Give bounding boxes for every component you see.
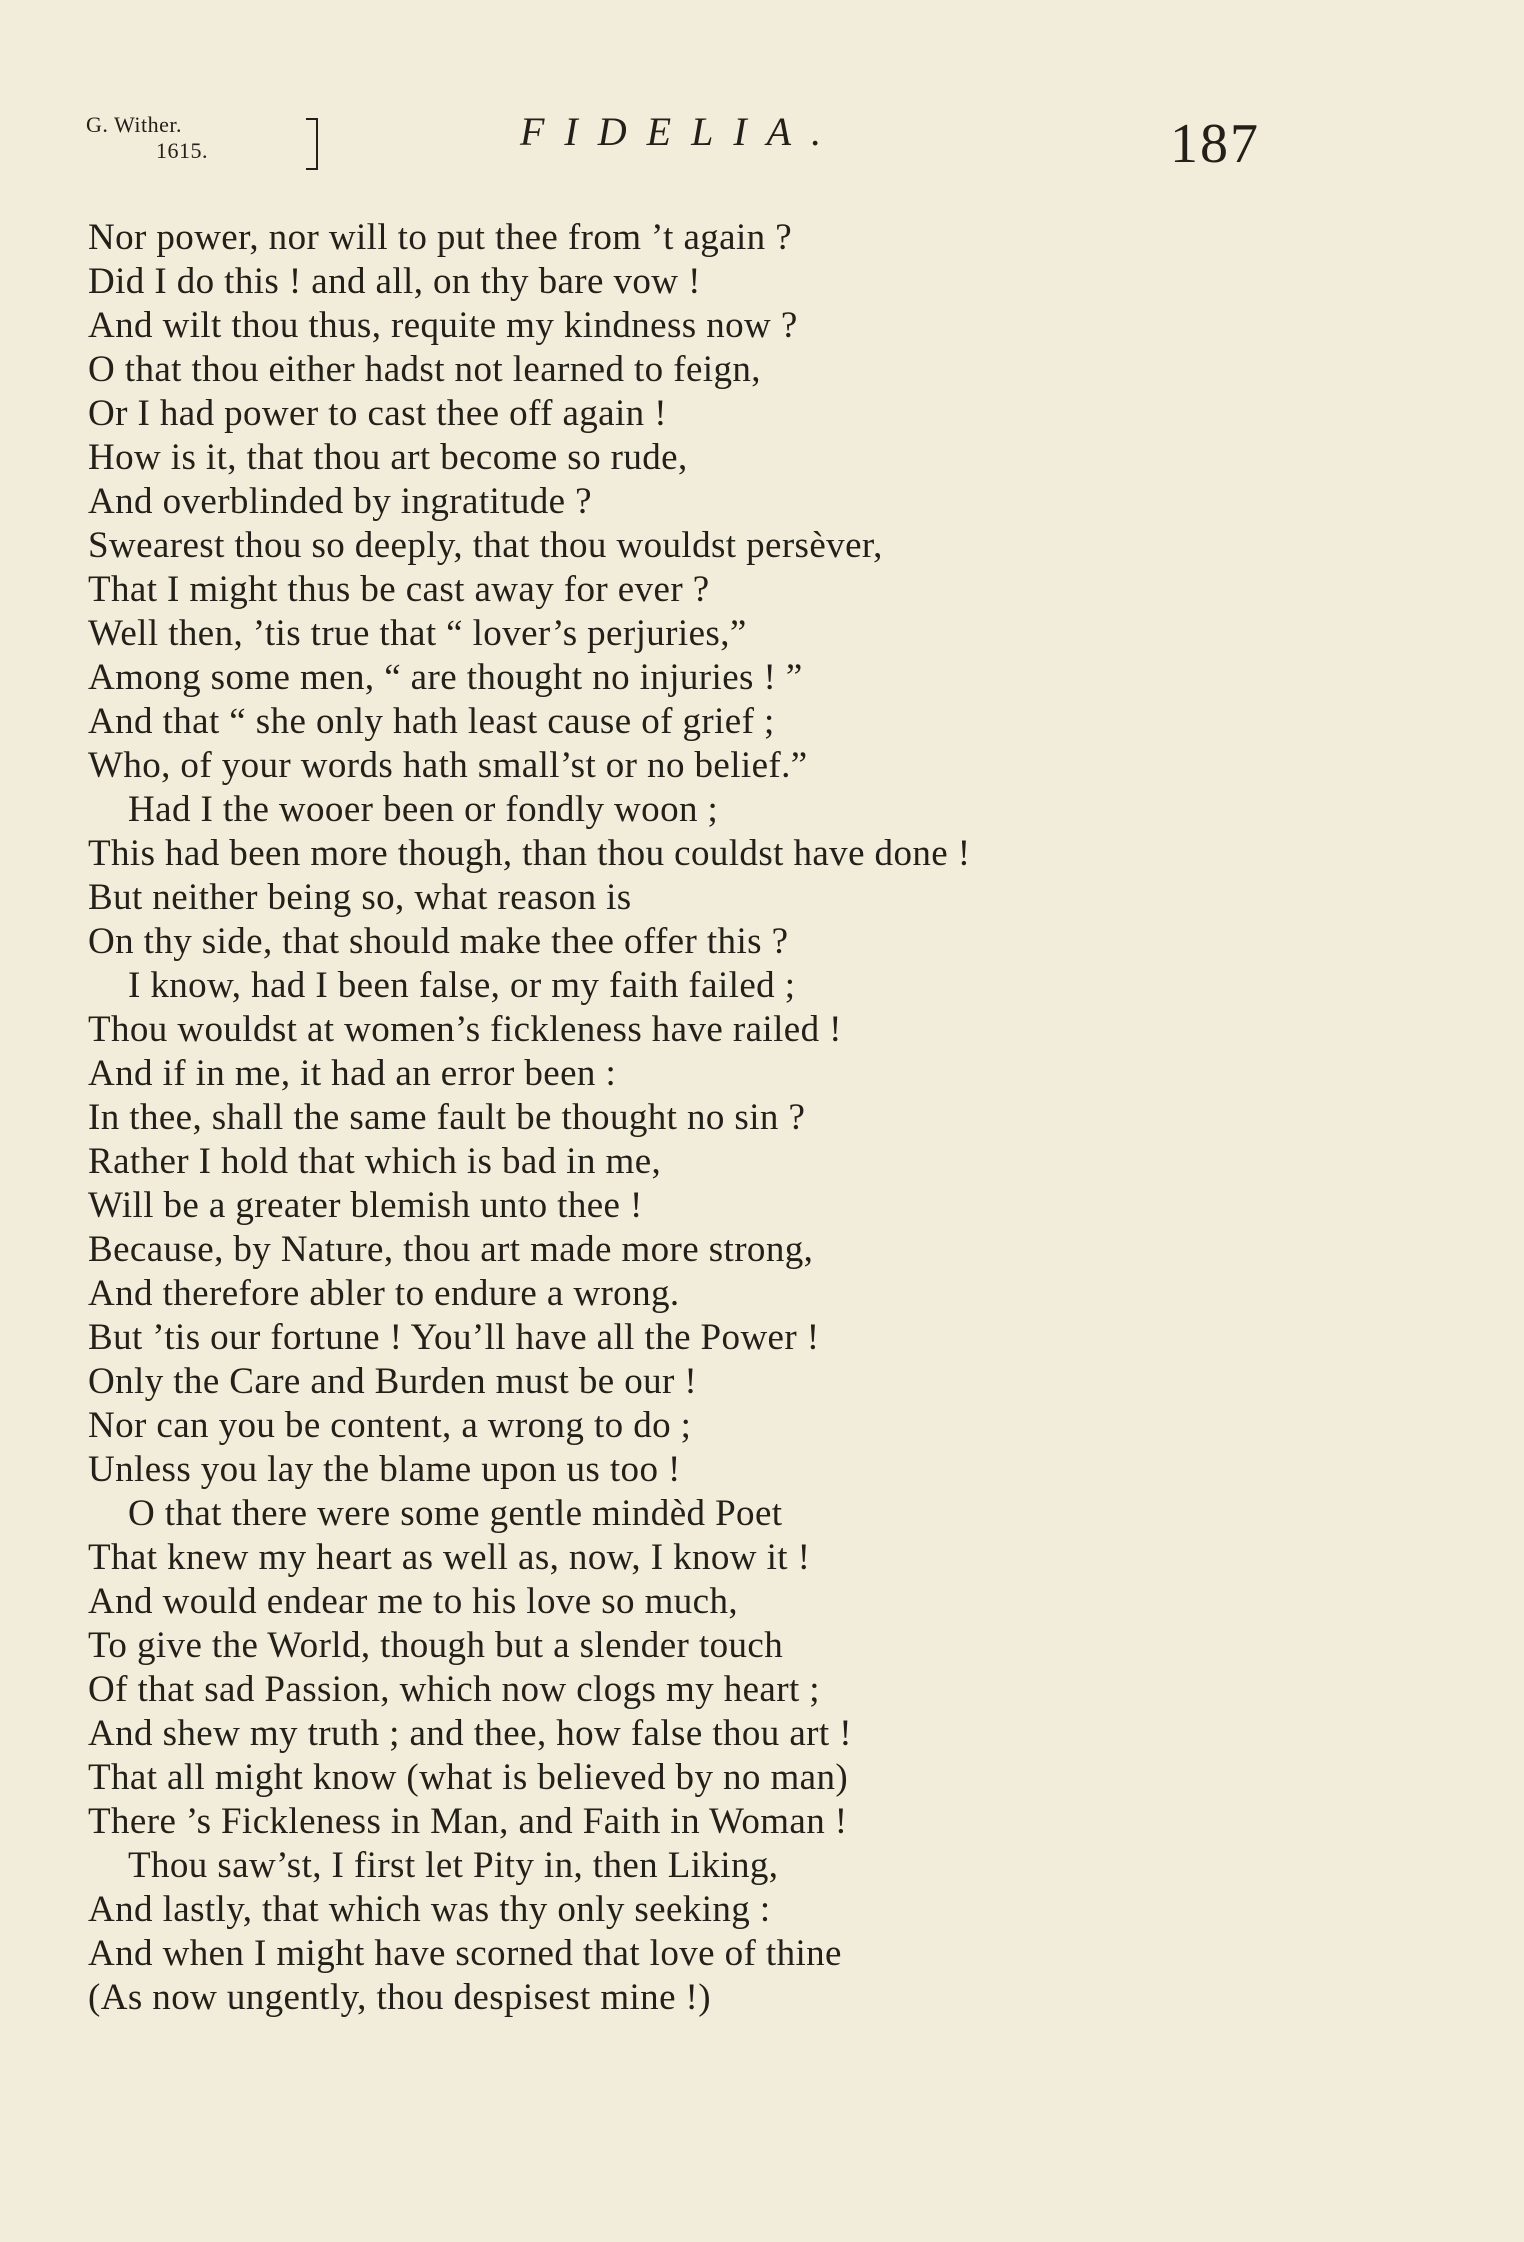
poem-line: Did I do this ! and all, on thy bare vow ! — [88, 261, 701, 302]
poem-line: That all might know (what is believed by no man) — [88, 1757, 849, 1798]
poem-line: Had I the wooer been or fondly woon ; — [128, 789, 719, 830]
author-name: G. Wither. — [86, 112, 182, 137]
poem-line: To give the World, though but a slender touch — [88, 1625, 784, 1666]
poem-line: O that there were some gentle mindèd Poet — [128, 1493, 783, 1534]
poem-line: (As now ungently, thou despisest mine !) — [88, 1977, 711, 2018]
poem-line: Nor power, nor will to put thee from ’t again ? — [88, 217, 793, 258]
poem-line: And would endear me to his love so much, — [88, 1581, 739, 1622]
poem-line: Well then, ’tis true that “ lover’s perjuries,” — [88, 613, 747, 654]
poem-line: Swearest thou so deeply, that thou wouldst persèver, — [88, 525, 883, 566]
page-number: 187 — [1170, 113, 1260, 175]
bracket-mark — [306, 118, 318, 170]
publication-year: 1615. — [156, 138, 208, 163]
poem-line: And lastly, that which was thy only seeking : — [88, 1889, 771, 1930]
poem-line: Nor can you be content, a wrong to do ; — [88, 1405, 692, 1446]
poem-line: And that “ she only hath least cause of grief ; — [88, 701, 775, 742]
poem-line: Because, by Nature, thou art made more strong, — [88, 1229, 814, 1270]
poem-line: And shew my truth ; and thee, how false thou art ! — [88, 1713, 852, 1754]
poem-line: Among some men, “ are thought no injuries ! ” — [88, 657, 803, 698]
poem-line: There ’s Fickleness in Man, and Faith in Woman ! — [88, 1801, 848, 1842]
poem-line: O that thou either hadst not learned to feign, — [88, 349, 761, 390]
poem-line: Of that sad Passion, which now clogs my heart ; — [88, 1669, 820, 1710]
poem-line: How is it, that thou art become so rude, — [88, 437, 688, 478]
poem-line: Thou saw’st, I first let Pity in, then Liking, — [128, 1845, 779, 1886]
running-title: FIDELIA. — [520, 109, 842, 154]
poem-line: Or I had power to cast thee off again ! — [88, 393, 667, 434]
poem-line: On thy side, that should make thee offer this ? — [88, 921, 789, 962]
poem-line: And wilt thou thus, requite my kindness now ? — [88, 305, 798, 346]
poem-line: But ’tis our fortune ! You’ll have all the Power ! — [88, 1317, 820, 1358]
poem-line: I know, had I been false, or my faith failed ; — [128, 965, 796, 1006]
poem-line: And overblinded by ingratitude ? — [88, 481, 592, 522]
author-attribution — [86, 112, 208, 164]
poem-line: That I might thus be cast away for ever ? — [88, 569, 710, 610]
poem-line: In thee, shall the same fault be thought no sin ? — [88, 1097, 806, 1138]
poem-body — [88, 216, 1418, 2020]
poem-line: Only the Care and Burden must be our ! — [88, 1361, 698, 1402]
running-head — [0, 0, 1524, 200]
poem-line: And therefore abler to endure a wrong. — [88, 1273, 680, 1314]
poem-line: Will be a greater blemish unto thee ! — [88, 1185, 643, 1226]
poem-line: And if in me, it had an error been : — [88, 1053, 617, 1094]
poem-line: But neither being so, what reason is — [88, 877, 632, 918]
poem-line: Thou wouldst at women’s fickleness have railed ! — [88, 1009, 842, 1050]
poem-line: This had been more though, than thou couldst have done ! — [88, 833, 971, 874]
poem-line: And when I might have scorned that love of thine — [88, 1933, 842, 1974]
poem-line: That knew my heart as well as, now, I know it ! — [88, 1537, 811, 1578]
poem-line: Who, of your words hath small’st or no belief.” — [88, 745, 808, 786]
poem-line: Unless you lay the blame upon us too ! — [88, 1449, 681, 1490]
poem-line: Rather I hold that which is bad in me, — [88, 1141, 662, 1182]
